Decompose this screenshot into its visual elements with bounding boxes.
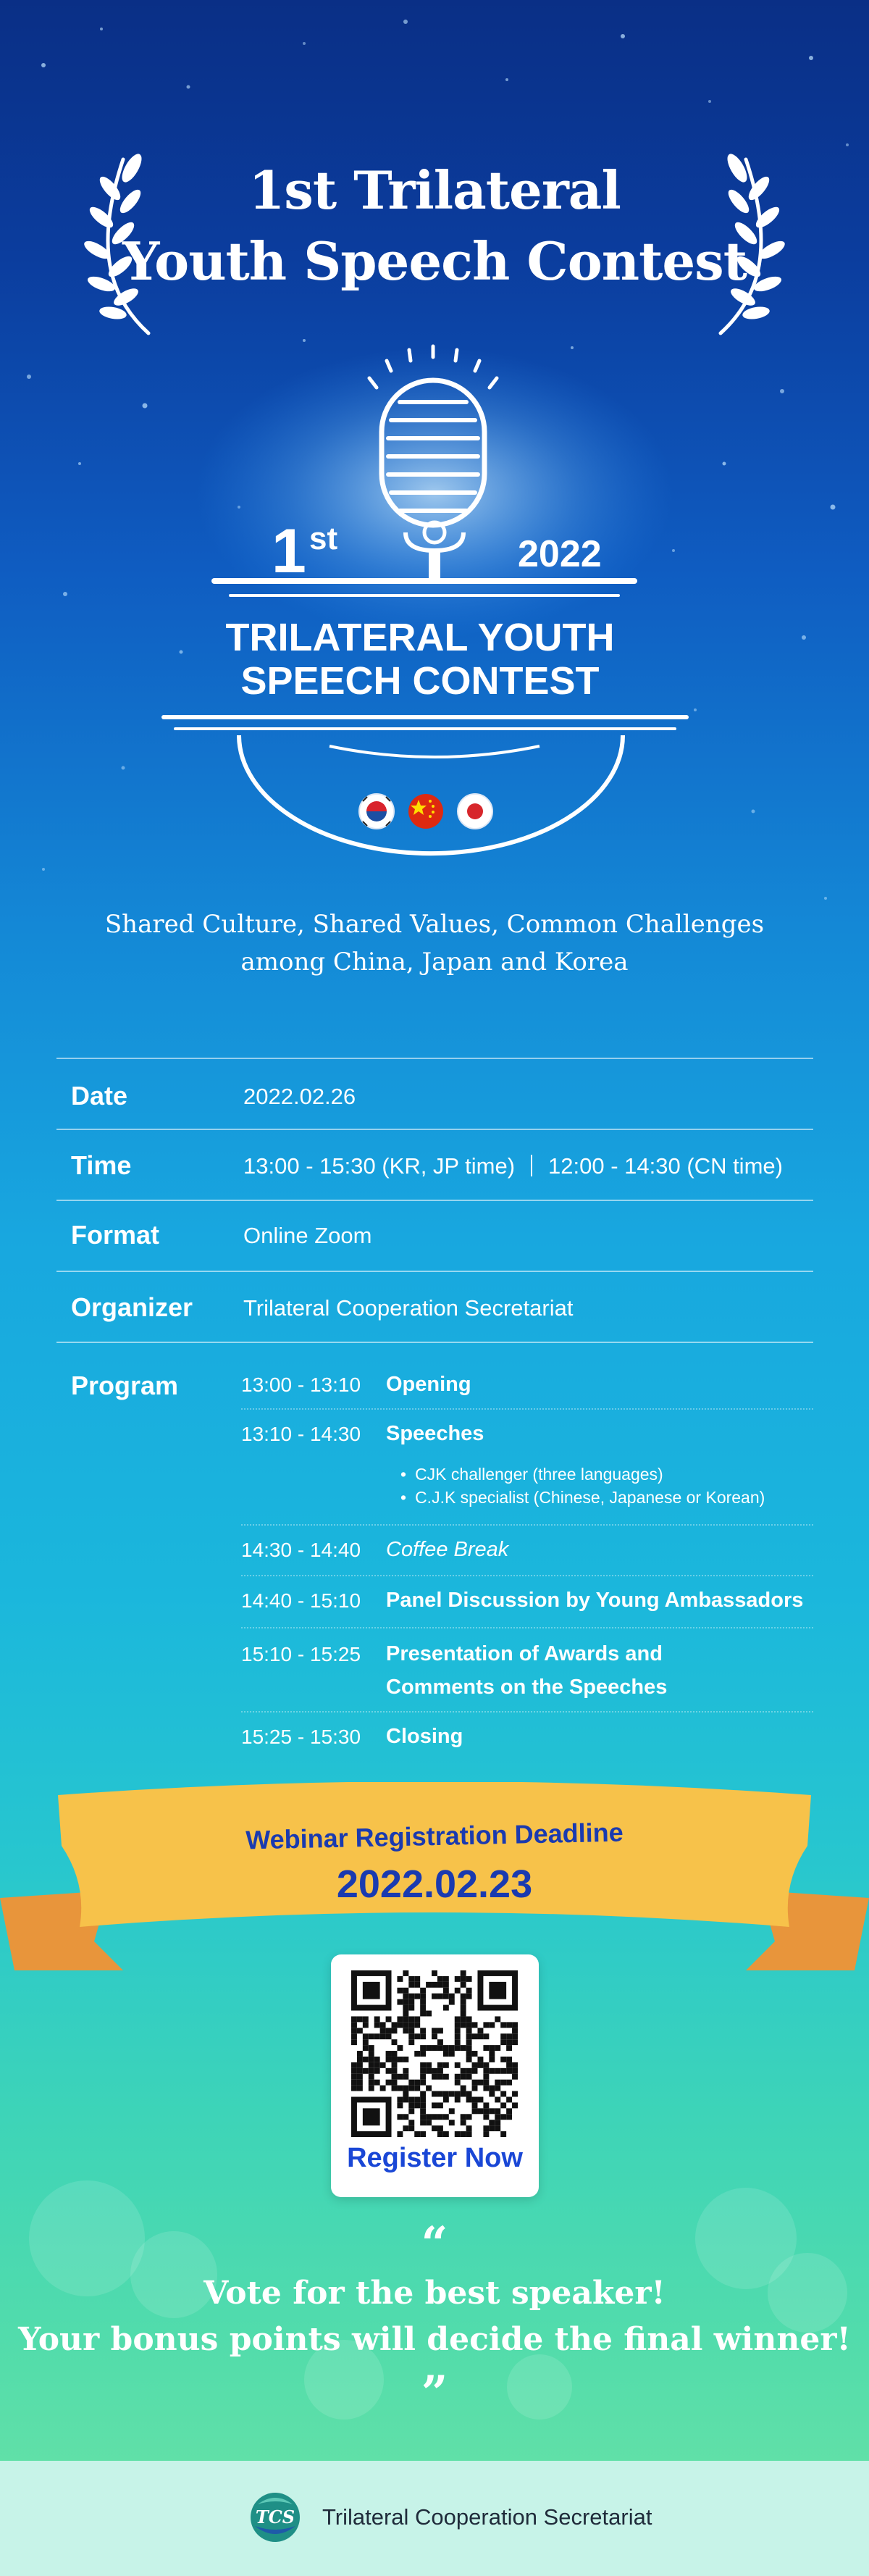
logo-name-line2: SPEECH CONTEST <box>240 659 600 703</box>
program-time: 15:10 - 15:25 <box>241 1643 361 1665</box>
deadline-label: Webinar Registration Deadline <box>245 1817 624 1855</box>
format-value: Online Zoom <box>243 1223 372 1248</box>
edition-number: 1 <box>272 517 306 586</box>
register-card[interactable] <box>331 1954 539 2197</box>
logo-name-line1: TRILATERAL YOUTH <box>225 616 615 659</box>
program-item <box>241 1627 813 1713</box>
time-label: Time <box>71 1150 132 1180</box>
program-row <box>56 1342 813 1778</box>
program-title-line2: Comments on the Speeches <box>386 1676 668 1699</box>
time-separator <box>531 1155 532 1176</box>
time-kr-jp: 13:00 - 15:30 (KR, JP time) <box>243 1153 516 1179</box>
year-label: 2022 <box>518 533 602 575</box>
close-quote-icon: ” <box>421 2366 448 2420</box>
program-subitem: • CJK challenger (three languages) <box>400 1465 663 1484</box>
china-flag-icon <box>408 794 443 829</box>
open-quote-icon: “ <box>421 2217 448 2271</box>
program-title: Speeches <box>386 1422 484 1445</box>
page-title-line1: 1st Trilateral <box>248 159 621 221</box>
format-row <box>56 1200 813 1272</box>
tcs-logo-icon <box>246 2488 304 2546</box>
korea-flag-icon <box>359 794 394 829</box>
program-time: 14:40 - 15:10 <box>241 1589 361 1612</box>
program-title-line1: Presentation of Awards and <box>386 1642 663 1665</box>
tagline <box>0 906 869 981</box>
program-title: Opening <box>386 1373 471 1396</box>
program-title: Coffee Break <box>386 1538 509 1561</box>
time-cn: 12:00 - 14:30 (CN time) <box>548 1153 783 1179</box>
edition-suffix: st <box>309 521 338 556</box>
organizer-label: Organizer <box>71 1292 193 1322</box>
program-subitem: • C.J.K specialist (Chinese, Japanese or Korean) <box>400 1488 765 1507</box>
qr-code-icon[interactable] <box>351 1970 518 2137</box>
program-title: Closing <box>386 1725 463 1748</box>
date-row <box>56 1058 813 1130</box>
program-time: 13:10 - 14:30 <box>241 1423 361 1445</box>
footer <box>0 2461 869 2576</box>
program-label: Program <box>71 1371 179 1400</box>
page-title-line2: Youth Speech Contest <box>122 230 747 292</box>
contest-logo <box>0 333 869 869</box>
program-time: 14:30 - 14:40 <box>241 1539 361 1561</box>
date-value: 2022.02.26 <box>243 1084 356 1109</box>
tagline-line2: among China, Japan and Korea <box>240 948 629 977</box>
date-label: Date <box>71 1081 128 1111</box>
time-value <box>243 1153 783 1179</box>
program-item <box>241 1408 813 1526</box>
deadline-date: 2022.02.23 <box>336 1862 533 1906</box>
register-now-button[interactable]: Register Now <box>347 2143 523 2173</box>
time-row <box>56 1129 813 1201</box>
program-item <box>241 1524 813 1576</box>
organizer-row <box>56 1271 813 1343</box>
program-time: 13:00 - 13:10 <box>241 1373 361 1396</box>
japan-flag-icon <box>458 794 492 829</box>
program-time: 15:25 - 15:30 <box>241 1726 361 1748</box>
program-item <box>241 1711 813 1762</box>
vote-line2: Your bonus points will decide the final winner! <box>18 2321 851 2358</box>
tcs-logo-text: TCS <box>255 2506 295 2527</box>
organizer-value: Trilateral Cooperation Secretariat <box>243 1295 574 1321</box>
vote-line1: Vote for the best speaker! <box>203 2275 666 2312</box>
program-title: Panel Discussion by Young Ambassadors <box>386 1589 804 1612</box>
format-label: Format <box>71 1220 160 1250</box>
footer-org-name: Trilateral Cooperation Secretariat <box>322 2504 652 2530</box>
program-item <box>241 1358 813 1410</box>
vote-message <box>0 2270 869 2363</box>
tagline-line1: Shared Culture, Shared Values, Common Challenges <box>104 910 765 939</box>
program-item <box>241 1575 813 1628</box>
